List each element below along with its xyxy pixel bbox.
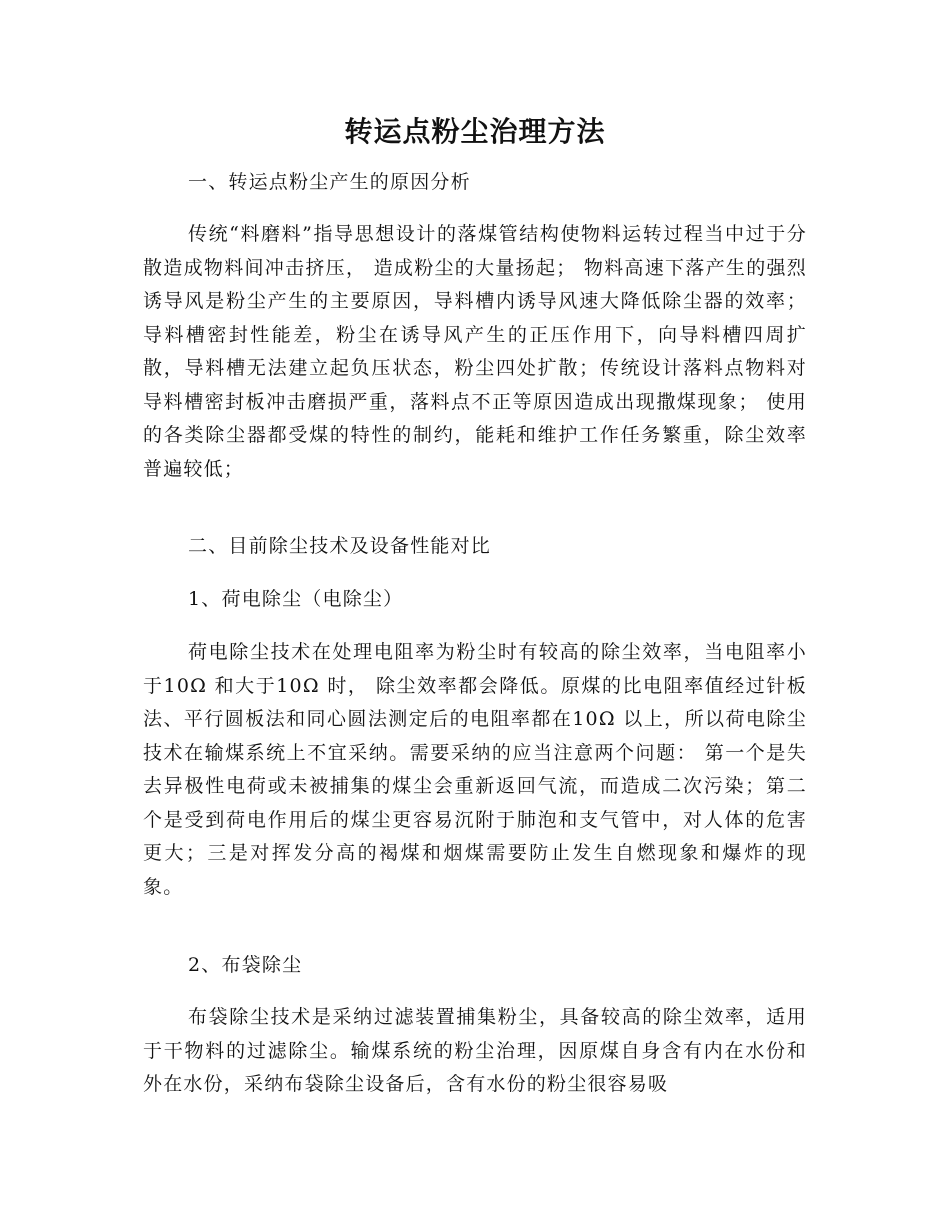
section2-heading: 二、目前除尘技术及设备性能对比 — [188, 535, 492, 557]
subsection1-paragraph: 荷电除尘技术在处理电阻率为粉尘时有较高的除尘效率，当电阻率小于10Ω 和大于10Ω 时， 除尘效率都会降低。原煤的比电阻率值经过针板法、平行圆板法和同心圆法测定后的电阻率都在10Ω 以上，所以荷电除尘技术在输煤系统上不宜采纳。需要采纳的应当注意两个问题： 第一个是失去异极性电荷或未被捕集的煤尘会重新返回气流，而造成二次污染；第二个是受到荷电作用后的煤尘更容易沉附于肺泡和支气管中，对人体的危害更大；三是对挥发分高的褐煤和烟煤需要防止发生自燃现象和爆炸的现象。 — [143, 641, 807, 898]
subsection2-heading: 2、布袋除尘 — [188, 954, 303, 976]
section1-heading: 一、转运点粉尘产生的原因分析 — [188, 171, 471, 193]
document-title: 转运点粉尘治理方法 — [344, 115, 606, 148]
subsection1-heading: 1、荷电除尘（电除尘） — [188, 588, 404, 610]
section1-paragraph: 传统“料磨料”指导思想设计的落煤管结构使物料运转过程当中过于分散造成物料间冲击挤压， 造成粉尘的大量扬起； 物料高速下落产生的强烈诱导风是粉尘产生的主要原因，导料槽内诱导风速大降低除尘器的效率； 导料槽密封性能差，粉尘在诱导风产生的正压作用下，向导料槽四周扩散，导料槽无法建立起负压状态，粉尘四处扩散；传统设计落料点物料对导料槽密封板冲击磨损严重，落料点不正等原因造成出现撒煤现象； 使用的各类除尘器都受煤的特性的制约，能耗和维护工作任务繁重，除尘效率普遍较低； — [143, 223, 807, 480]
subsection2-paragraph: 布袋除尘技术是采纳过滤装置捕集粉尘，具备较高的除尘效率，适用于干物料的过滤除尘。输煤系统的粉尘治理，因原煤自身含有内在水份和外在水份，采纳布袋除尘设备后，含有水份的粉尘很容易吸 — [143, 1006, 807, 1095]
